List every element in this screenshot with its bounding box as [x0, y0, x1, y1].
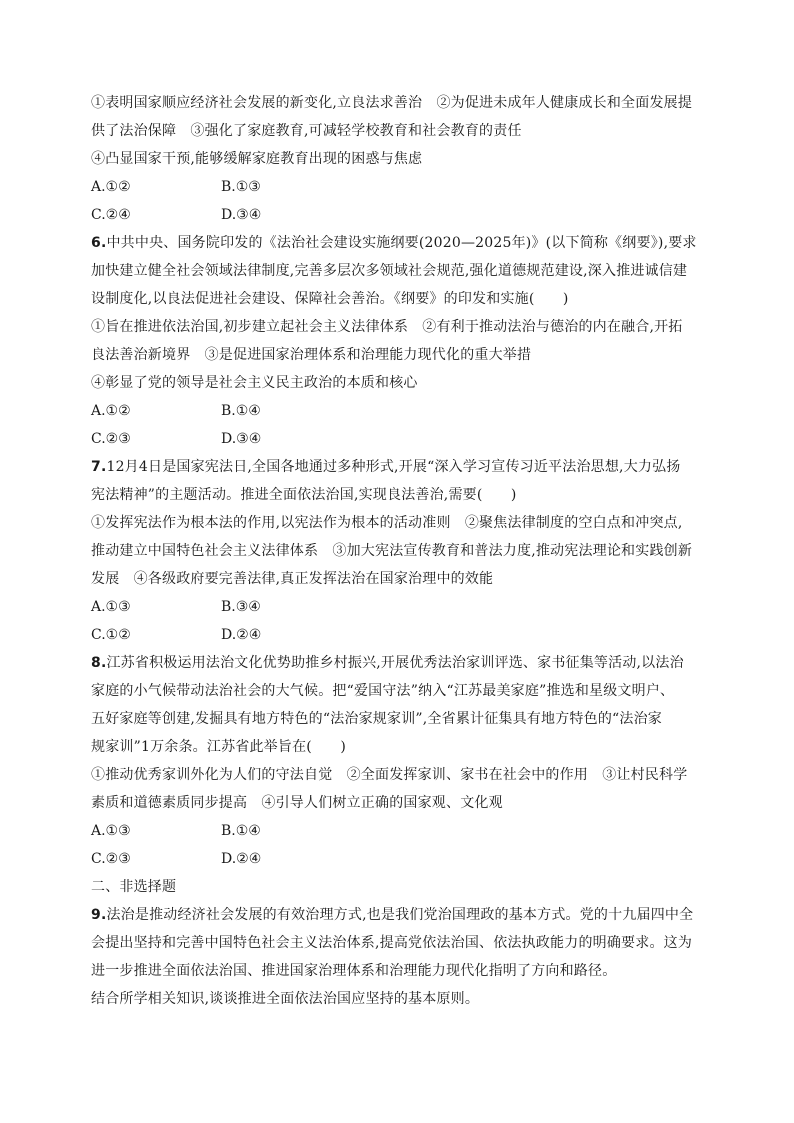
options-row [91, 849, 721, 877]
statement-line: ①发挥宪法作为根本法的作用,以宪法作为根本的活动准则 ②聚焦法律制度的空白点和冲突点, [91, 515, 683, 531]
question-number: 9. [91, 907, 107, 923]
option-d: D.③④ [221, 207, 262, 223]
statement-line: 供了法治保障 ③强化了家庭教育,可减轻学校教育和社会教育的责任 [91, 123, 522, 139]
statement-line: 良法善治新境界 ③是促进国家治理体系和治理能力现代化的重大举措 [91, 347, 532, 363]
statement-line: ①表明国家顺应经济社会发展的新变化,立良法求善治 ②为促进未成年人健康成长和全面发展提 [91, 95, 693, 111]
option-d: D.②④ [221, 851, 262, 867]
statement-line: 素质和道德素质同步提高 ④引导人们树立正确的国家观、文化观 [91, 795, 503, 811]
question-7 [91, 457, 721, 653]
question-stem-text: 12月4日是国家宪法日,全国各地通过多种形式,开展“深入学习宣传习近平法治思想,大力弘扬 [106, 459, 681, 475]
question-number: 8. [91, 655, 107, 671]
question-stem-line: 加快建立健全社会领域法律制度,完善多层次多领域社会规范,强化道德规范建设,深入推进诚信建 [91, 263, 688, 279]
options-row [91, 821, 721, 849]
question-stem-text: 中共中央、国务院印发的《法治社会建设实施纲要(2020—2025年)》(以下简称《纲要》),要求 [106, 235, 697, 251]
document-page [91, 93, 721, 1017]
question-6 [91, 233, 721, 457]
question-prompt: 结合所学相关知识,谈谈推进全面依法治国应坚持的基本原则。 [91, 991, 480, 1007]
statement-line: 发展 ④各级政府要完善法律,真正发挥法治在国家治理中的效能 [91, 571, 494, 587]
option-d: D.②④ [221, 627, 262, 643]
question-stem-line [91, 233, 721, 261]
question-stem-line: 会提出坚持和完善中国特色社会主义法治体系,提高党依法治国、依法执政能力的明确要求。这为 [91, 935, 693, 951]
question-stem-text: 江苏省积极运用法治文化优势助推乡村振兴,开展优秀法治家训评选、家书征集等活动,以法治 [106, 655, 684, 671]
question-stem-line: 宪法精神”的主题活动。推进全面依法治国,实现良法善治,需要( ) [91, 487, 517, 503]
option-a: A.①② [91, 179, 131, 195]
options-row [91, 401, 721, 429]
question-number: 7. [91, 459, 107, 475]
question-8 [91, 653, 721, 877]
options-row [91, 625, 721, 653]
question-stem-line: 进一步推进全面依法治国、推进国家治理体系和治理能力现代化指明了方向和路径。 [91, 963, 617, 979]
option-c: C.②③ [91, 431, 131, 447]
option-b: B.③④ [221, 599, 261, 615]
question-number: 6. [91, 235, 107, 251]
question-stem-line: 规家训”1万余条。江苏省此举旨在( ) [91, 739, 346, 755]
statement-line: 推动建立中国特色社会主义法律体系 ③加大宪法宣传教育和普法力度,推动宪法理论和实践创新 [91, 543, 693, 559]
option-b: B.①④ [221, 403, 261, 419]
option-c: C.②④ [91, 207, 131, 223]
option-a: A.①③ [91, 823, 131, 839]
option-c: C.①② [91, 627, 131, 643]
option-a: A.①③ [91, 599, 131, 615]
section-title: 二、非选择题 [91, 879, 177, 895]
question-stem-line [91, 457, 721, 485]
option-c: C.②③ [91, 851, 131, 867]
question-5 [91, 93, 721, 233]
question-stem-line [91, 905, 721, 933]
options-row [91, 205, 721, 233]
options-row [91, 429, 721, 457]
option-b: B.①③ [221, 179, 261, 195]
option-b: B.①④ [221, 823, 261, 839]
option-d: D.③④ [221, 431, 262, 447]
statement-line: ④彰显了党的领导是社会主义民主政治的本质和核心 [91, 375, 418, 391]
options-row [91, 177, 721, 205]
options-row [91, 597, 721, 625]
statement-line: ①推动优秀家训外化为人们的守法自觉 ②全面发挥家训、家书在社会中的作用 ③让村民科学 [91, 767, 688, 783]
option-a: A.①② [91, 403, 131, 419]
question-stem-text: 法治是推动经济社会发展的有效治理方式,也是我们党治国理政的基本方式。党的十九届四中全 [106, 907, 694, 923]
statement-line: ④凸显国家干预,能够缓解家庭教育出现的困惑与焦虑 [91, 151, 423, 167]
question-stem-line [91, 653, 721, 681]
question-stem-line: 五好家庭等创建,发掘具有地方特色的“法治家规家训”,全省累计征集具有地方特色的“法治家 [91, 711, 662, 727]
question-stem-line: 设制度化,以良法促进社会建设、保障社会善治。《纲要》的印发和实施( ) [91, 291, 569, 307]
question-stem-line: 家庭的小气候带动法治社会的大气候。把“爱国守法”纳入“江苏最美家庭”推选和星级文明户、 [91, 683, 675, 699]
question-9 [91, 905, 721, 1017]
statement-line: ①旨在推进依法治国,初步建立起社会主义法律体系 ②有利于推动法治与德治的内在融合,开拓 [91, 319, 683, 335]
